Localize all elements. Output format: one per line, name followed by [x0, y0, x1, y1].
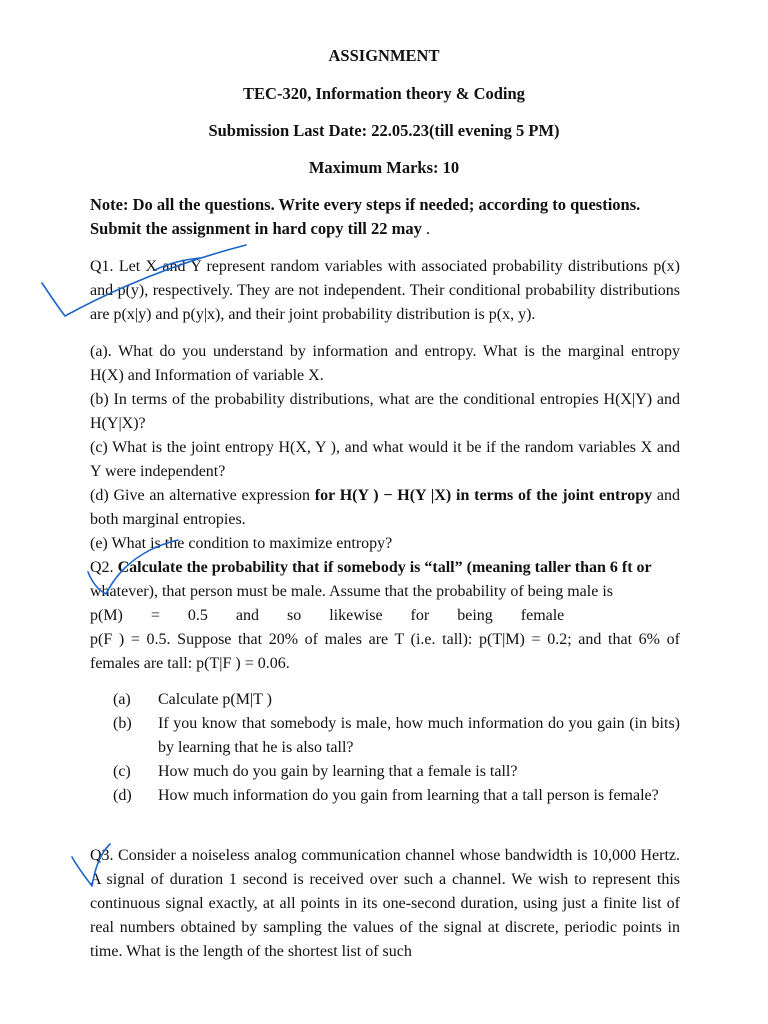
q2-item-d-label: (d)	[113, 787, 132, 804]
note-block	[90, 193, 680, 241]
note-line-2-tail: .	[421, 219, 431, 238]
note-line-2	[90, 217, 680, 241]
q2-intro-rest: whatever), that person must be male. Assume that the probability of being male is	[90, 583, 613, 600]
q2-pf-line: p(F ) = 0.5. Suppose that 20% of males are T (i.e. tall): p(T|M) = 0.2; and that 6% of females are tall: p(T|F ) = 0.06.	[90, 631, 680, 672]
q1-part-d-tail: and both marginal entropies.	[90, 487, 680, 528]
assignment-title: ASSIGNMENT	[328, 46, 440, 65]
q2-pm-line: p(M) = 0.5 and so likewise for being female	[90, 607, 565, 624]
q3-text: Q3. Consider a noiseless analog communication channel whose bandwidth is 10,000 Hertz. A signal of duration 1 second is received over such a channel. We wish to represent this continuous signal exactly, at all points in its one-second duration, using just a finite list of real numbers obtained by sampling the values of the signal at discrete, periodic points in time. What is the length of the shortest list of such	[90, 847, 680, 960]
q1-part-d-plain: (d) Give an alternative expression	[90, 487, 315, 504]
q2-label: Q2.	[90, 559, 118, 576]
q2-item-c-label: (c)	[113, 763, 131, 780]
q2-item-d-text: How much information do you gain from learning that a tall person is female?	[158, 787, 659, 804]
q2-subparts	[0, 688, 768, 833]
q2-item-b-label: (b)	[113, 715, 132, 732]
q1-part-d-bold: for H(Y ) − H(Y |X) in terms of the joint entropy	[314, 487, 653, 504]
q1-part-d	[90, 484, 680, 532]
q2-intro-line	[90, 556, 680, 580]
q1-part-b: (b) In terms of the probability distributions, what are the conditional entropies H(X|Y) and H(Y|X)?	[90, 391, 680, 432]
note-line-2-bold: Submit the assignment in hard copy till 22 may	[90, 219, 422, 238]
q2-item-c-text: How much do you gain by learning that a female is tall?	[158, 763, 518, 780]
q1-part-e: (e) What is the condition to maximize entropy?	[90, 535, 393, 552]
q1-part-a: (a). What do you understand by information and entropy. What is the marginal entropy H(X) and Information of variable X.	[90, 343, 680, 384]
q2-item-b-text: If you know that somebody is male, how much information do you gain (in bits) by learning that he is also tall?	[158, 715, 680, 756]
maximum-marks: Maximum Marks: 10	[308, 158, 460, 177]
q2-item-a-text: Calculate p(M|T )	[158, 691, 272, 708]
submission-date: Submission Last Date: 22.05.23(till evening 5 PM)	[208, 121, 560, 140]
note-line-1: Note: Do all the questions. Write every steps if needed; according to questions.	[90, 195, 641, 214]
q1-part-c: (c) What is the joint entropy H(X, Y ), and what would it be if the random variables X and Y were independent?	[90, 439, 680, 480]
q2-intro-bold: Calculate the probability that if somebody is “tall” (meaning taller than 6 ft or	[117, 559, 652, 576]
q1-parts	[90, 340, 680, 676]
course-title: TEC-320, Information theory & Coding	[243, 84, 525, 103]
q1-intro: Q1. Let X and Y represent random variables with associated probability distributions p(x) and p(y), respectively. They are not independent. Their conditional probability distributions are p(x|y) and p(y|x), and their joint probability distribution is p(x, y).	[90, 258, 680, 323]
q2-item-a-label: (a)	[113, 691, 131, 708]
